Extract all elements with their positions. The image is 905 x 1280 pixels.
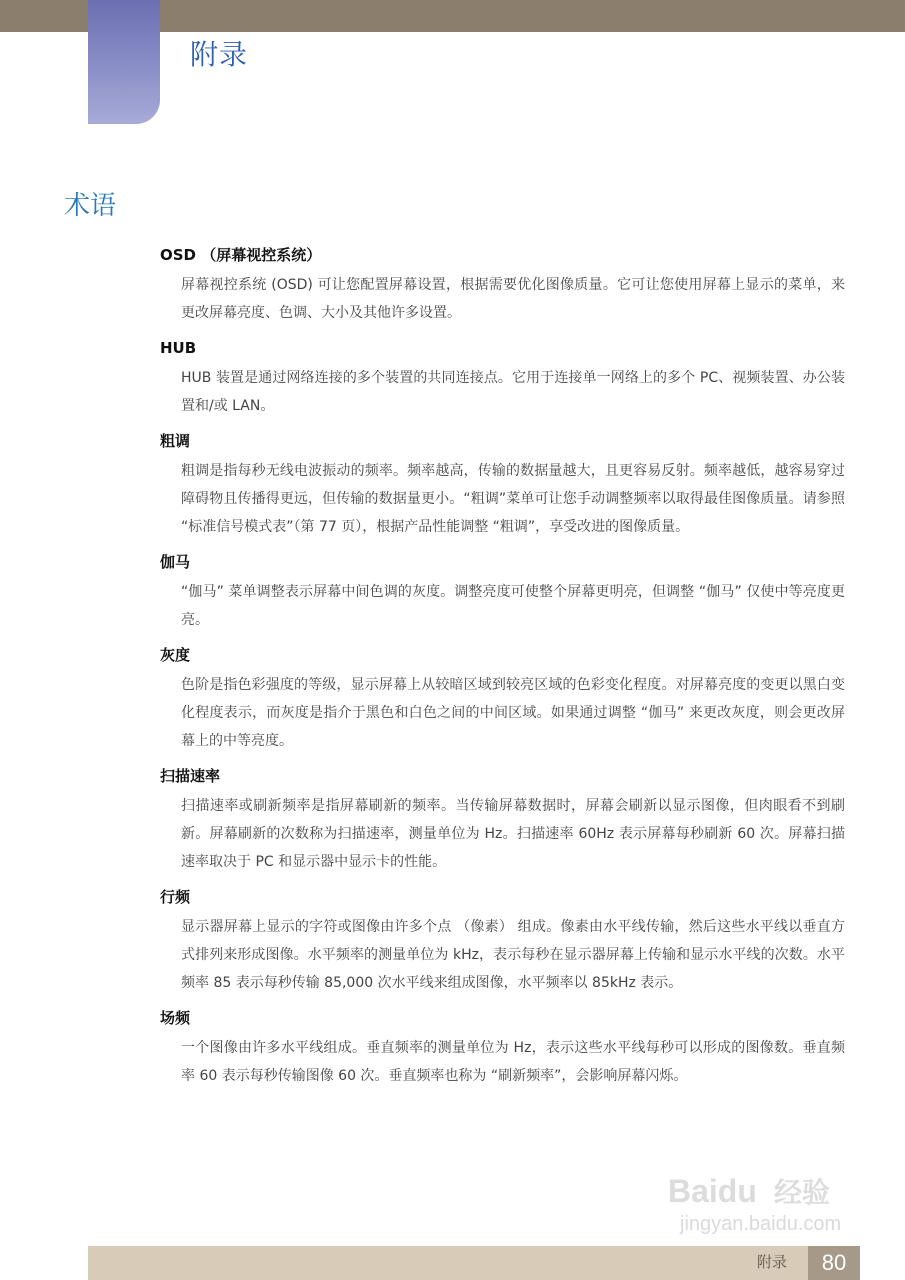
term-description: 一个图像由许多水平线组成。垂直频率的测量单位为 Hz，表示这些水平线每秒可以形成的图像数。垂直频率 60 表示每秒传输图像 60 次。垂直频率也称为 “刷新频率”，会影响屏幕闪烁。 [181, 1040, 845, 1084]
footer-chapter-label: 附录 [756, 1253, 787, 1271]
term-description: 粗调是指每秒无线电波振动的频率。频率越高，传输的数据量越大，且更容易反射。频率越低，越容易穿过障碍物且传播得更远，但传输的数据量更小。“粗调”菜单可让您手动调整频率以取得最佳图像质量。请参照 “标准信号模式表”（第 77 页），根据产品性能调整 “粗调”，享受改进的图像质量。 [181, 463, 845, 535]
chapter-title: 附录 [190, 38, 249, 71]
term-title: HUB [160, 339, 197, 357]
term-description: “伽马” 菜单调整表示屏幕中间色调的灰度。调整亮度可使整个屏幕更明亮，但调整 “伽马” 仅使中等亮度更亮。 [181, 584, 845, 628]
section-title: 术语 [64, 191, 117, 221]
glossary-entry-scan-rate [160, 765, 845, 876]
glossary-entry-grayscale [160, 644, 845, 755]
term-title: 场频 [160, 1009, 191, 1027]
glossary-entry-osd [160, 244, 845, 327]
baidu-jingyan-watermark [660, 1168, 880, 1238]
term-description: 屏幕视控系统 (OSD) 可让您配置屏幕设置，根据需要优化图像质量。它可让您使用屏幕上显示的菜单，来更改屏幕亮度、色调、大小及其他许多设置。 [181, 277, 845, 321]
glossary-entry-vertical-frequency [160, 1007, 845, 1090]
term-description: 显示器屏幕上显示的字符或图像由许多个点 （像素） 组成。像素由水平线传输，然后这些水平线以垂直方式排列来形成图像。水平频率的测量单位为 kHz，表示每秒在显示器屏幕上传输和显示水平线的次数。水平频率 85 表示每秒传输 85,000 次水平线来组成图像，水平频率以 85kHz 表示。 [181, 919, 845, 991]
watermark-cn: 经验 [774, 1176, 831, 1209]
term-title: 行频 [160, 888, 191, 906]
watermark-url: jingyan.baidu.com [680, 1213, 842, 1235]
glossary-entry-hub [160, 337, 845, 420]
watermark-brand: Baidu [668, 1173, 757, 1209]
footer-band [88, 1246, 808, 1280]
chapter-tab-decoration [88, 0, 160, 124]
term-title: OSD （屏幕视控系统） [160, 246, 322, 264]
term-title: 伽马 [160, 553, 191, 571]
term-description: 色阶是指色彩强度的等级，显示屏幕上从较暗区域到较亮区域的色彩变化程度。对屏幕亮度的变更以黑白变化程度表示，而灰度是指介于黑色和白色之间的中间区域。如果通过调整 “伽马” 来更改灰度，则会更改屏幕上的中等亮度。 [181, 677, 845, 749]
glossary-entry-coarse [160, 430, 845, 541]
glossary-entry-gamma [160, 551, 845, 634]
glossary-list [160, 244, 845, 1100]
term-title: 扫描速率 [160, 767, 221, 785]
page-number: 80 [808, 1246, 860, 1280]
term-title: 灰度 [160, 646, 191, 664]
glossary-entry-horizontal-frequency [160, 886, 845, 997]
term-description: 扫描速率或刷新频率是指屏幕刷新的频率。当传输屏幕数据时，屏幕会刷新以显示图像，但肉眼看不到刷新。屏幕刷新的次数称为扫描速率，测量单位为 Hz。扫描速率 60Hz 表示屏幕每秒刷新 60 次。屏幕扫描速率取决于 PC 和显示器中显示卡的性能。 [181, 798, 845, 870]
term-title: 粗调 [160, 432, 191, 450]
term-description: HUB 装置是通过网络连接的多个装置的共同连接点。它用于连接单一网络上的多个 PC、视频装置、办公装置和/或 LAN。 [181, 370, 845, 414]
